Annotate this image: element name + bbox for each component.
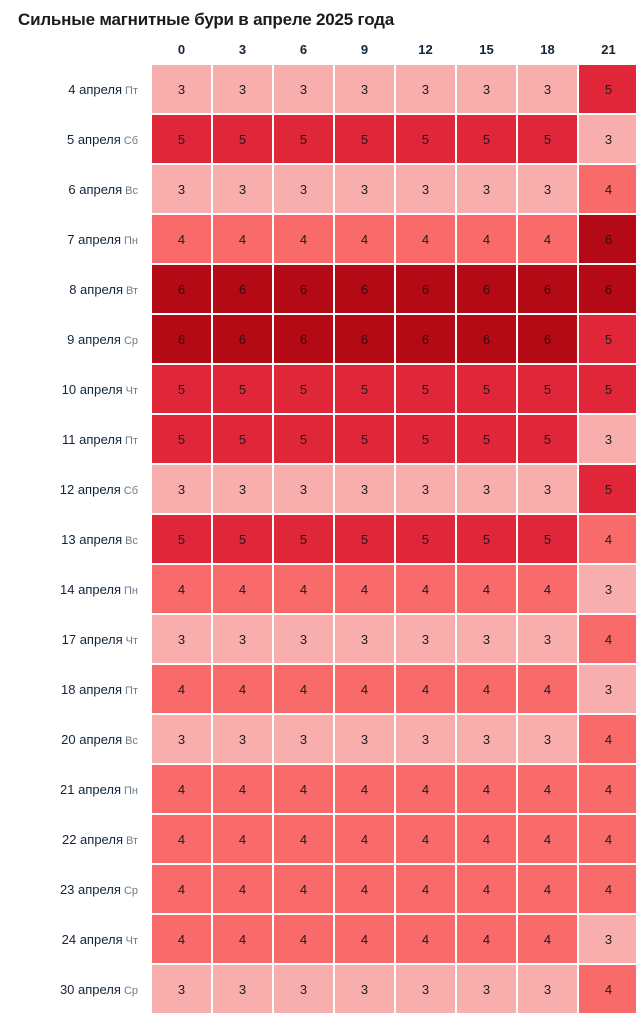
day-of-week: Чт (125, 634, 138, 647)
heatmap-cell: 5 (579, 65, 636, 113)
heatmap-cell: 5 (274, 515, 333, 563)
heatmap-cell: 6 (152, 315, 211, 363)
heatmap-cell: 4 (396, 815, 455, 863)
heatmap-cell: 4 (335, 815, 394, 863)
heatmap-cell: 4 (213, 765, 272, 813)
heatmap-cell: 6 (213, 265, 272, 313)
day-of-week: Ср (123, 984, 138, 997)
hour-header: 6 (299, 42, 308, 57)
heatmap-cell: 4 (579, 815, 636, 863)
day-of-week: Вс (125, 184, 138, 197)
day-date: 8 апреля (69, 281, 123, 297)
heatmap-cell: 5 (579, 365, 636, 413)
day-date: 11 апреля (62, 431, 123, 447)
heatmap-cell: 6 (518, 315, 577, 363)
heatmap-cell: 4 (335, 765, 394, 813)
heatmap-cell: 4 (274, 665, 333, 713)
storm-table (0, 36, 636, 1015)
heatmap-cell: 3 (518, 965, 577, 1013)
day-label (2, 765, 150, 813)
heatmap-cell: 4 (213, 565, 272, 613)
hour-header: 9 (360, 42, 369, 57)
day-of-week: Чт (125, 934, 138, 947)
heatmap-cell: 4 (335, 865, 394, 913)
heatmap-cell: 4 (457, 765, 516, 813)
hour-header: 3 (238, 42, 247, 57)
table-row (2, 665, 636, 713)
heatmap-cell: 4 (518, 565, 577, 613)
heatmap-cell: 3 (457, 965, 516, 1013)
heatmap-cell: 4 (579, 715, 636, 763)
heatmap-cell: 3 (274, 165, 333, 213)
heatmap-cell: 4 (274, 815, 333, 863)
heatmap-cell: 4 (518, 815, 577, 863)
day-label (2, 865, 150, 913)
day-of-week: Пт (125, 84, 138, 97)
heatmap-cell: 6 (457, 265, 516, 313)
day-date: 13 апреля (61, 531, 123, 547)
heatmap-cell: 4 (579, 865, 636, 913)
day-label (2, 565, 150, 613)
heatmap-cell: 6 (274, 315, 333, 363)
heatmap-cell: 6 (396, 315, 455, 363)
heatmap-cell: 5 (396, 115, 455, 163)
heatmap-cell: 3 (152, 715, 211, 763)
day-of-week: Ср (123, 884, 138, 897)
heatmap-cell: 5 (457, 515, 516, 563)
heatmap-cell: 6 (152, 265, 211, 313)
heatmap-cell: 5 (579, 465, 636, 513)
storm-heatmap (0, 36, 636, 1015)
day-label (2, 415, 150, 463)
table-row (2, 715, 636, 763)
heatmap-cell: 4 (152, 665, 211, 713)
heatmap-cell: 3 (274, 65, 333, 113)
hour-header: 15 (479, 42, 494, 57)
heatmap-cell: 4 (335, 665, 394, 713)
day-of-week: Сб (123, 484, 138, 497)
day-of-week: Пт (125, 684, 138, 697)
heatmap-cell: 4 (335, 915, 394, 963)
heatmap-cell: 3 (213, 65, 272, 113)
table-header (2, 38, 636, 63)
heatmap-cell: 4 (152, 565, 211, 613)
day-label (2, 465, 150, 513)
day-label (2, 915, 150, 963)
day-date: 12 апреля (59, 481, 121, 497)
heatmap-cell: 6 (518, 265, 577, 313)
table-row (2, 765, 636, 813)
table-row (2, 815, 636, 863)
heatmap-cell: 3 (579, 915, 636, 963)
day-date: 9 апреля (67, 331, 121, 347)
hour-header: 12 (418, 42, 433, 57)
heatmap-cell: 3 (274, 965, 333, 1013)
heatmap-cell: 4 (518, 865, 577, 913)
heatmap-cell: 5 (457, 115, 516, 163)
heatmap-cell: 5 (518, 365, 577, 413)
day-date: 23 апреля (59, 881, 121, 897)
heatmap-cell: 3 (396, 465, 455, 513)
heatmap-cell: 5 (213, 415, 272, 463)
heatmap-cell: 6 (274, 265, 333, 313)
day-label (2, 615, 150, 663)
heatmap-cell: 5 (274, 415, 333, 463)
heatmap-cell: 5 (518, 115, 577, 163)
heatmap-cell: 3 (518, 65, 577, 113)
day-date: 20 апреля (61, 731, 123, 747)
heatmap-cell: 6 (213, 315, 272, 363)
heatmap-cell: 4 (396, 665, 455, 713)
heatmap-cell: 4 (152, 765, 211, 813)
heatmap-cell: 4 (579, 165, 636, 213)
heatmap-cell: 5 (335, 365, 394, 413)
table-row (2, 515, 636, 563)
heatmap-cell: 4 (274, 915, 333, 963)
heatmap-cell: 3 (152, 615, 211, 663)
heatmap-cell: 4 (274, 565, 333, 613)
heatmap-cell: 6 (457, 315, 516, 363)
day-of-week: Пн (124, 234, 138, 247)
day-of-week: Вт (125, 284, 138, 297)
heatmap-cell: 3 (457, 615, 516, 663)
day-date: 24 апреля (61, 931, 123, 947)
day-of-week: Вт (125, 834, 138, 847)
heatmap-cell: 5 (152, 115, 211, 163)
heatmap-cell: 5 (396, 415, 455, 463)
day-of-week: Пн (124, 584, 138, 597)
table-body (2, 65, 636, 1013)
table-row (2, 215, 636, 263)
heatmap-cell: 3 (518, 465, 577, 513)
heatmap-cell: 3 (152, 65, 211, 113)
heatmap-cell: 5 (213, 365, 272, 413)
heatmap-cell: 6 (335, 265, 394, 313)
day-date: 14 апреля (60, 581, 122, 597)
heatmap-cell: 3 (396, 715, 455, 763)
day-of-week: Сб (123, 134, 138, 147)
heatmap-cell: 4 (152, 215, 211, 263)
day-date: 30 апреля (59, 981, 121, 997)
table-row (2, 615, 636, 663)
heatmap-cell: 3 (335, 965, 394, 1013)
day-date: 10 апреля (61, 381, 123, 397)
day-date: 5 апреля (66, 131, 121, 147)
heatmap-cell: 3 (213, 965, 272, 1013)
heatmap-cell: 3 (457, 715, 516, 763)
hour-header: 18 (540, 42, 555, 57)
day-of-week: Ср (123, 334, 138, 347)
table-row (2, 65, 636, 113)
day-label (2, 515, 150, 563)
table-row (2, 565, 636, 613)
heatmap-cell: 4 (274, 865, 333, 913)
heatmap-cell: 5 (457, 365, 516, 413)
heatmap-cell: 5 (335, 115, 394, 163)
header-row (2, 38, 636, 63)
heatmap-cell: 3 (579, 665, 636, 713)
hour-header: 0 (177, 42, 186, 57)
day-date: 21 апреля (60, 781, 122, 797)
heatmap-cell: 5 (396, 515, 455, 563)
heatmap-cell: 3 (579, 115, 636, 163)
heatmap-cell: 4 (274, 765, 333, 813)
day-date: 7 апреля (67, 231, 122, 247)
heatmap-cell: 5 (213, 515, 272, 563)
table-row (2, 415, 636, 463)
heatmap-cell: 3 (579, 415, 636, 463)
day-of-week: Чт (125, 384, 138, 397)
heatmap-cell: 4 (457, 915, 516, 963)
heatmap-cell: 4 (518, 915, 577, 963)
heatmap-cell: 4 (152, 815, 211, 863)
heatmap-cell: 6 (335, 315, 394, 363)
table-row (2, 315, 636, 363)
heatmap-cell: 3 (335, 465, 394, 513)
heatmap-cell: 6 (579, 265, 636, 313)
heatmap-cell: 5 (213, 115, 272, 163)
heatmap-cell: 5 (518, 415, 577, 463)
heatmap-cell: 5 (335, 415, 394, 463)
heatmap-cell: 4 (213, 915, 272, 963)
heatmap-cell: 4 (396, 865, 455, 913)
heatmap-cell: 3 (213, 165, 272, 213)
heatmap-cell: 4 (457, 215, 516, 263)
heatmap-cell: 4 (579, 965, 636, 1013)
page-title: Сильные магнитные бури в апреле 2025 года (18, 10, 394, 29)
table-row (2, 265, 636, 313)
heatmap-cell: 3 (579, 565, 636, 613)
heatmap-cell: 3 (274, 465, 333, 513)
heatmap-cell: 4 (396, 215, 455, 263)
heatmap-cell: 4 (518, 765, 577, 813)
heatmap-cell: 5 (457, 415, 516, 463)
heatmap-cell: 5 (579, 315, 636, 363)
heatmap-cell: 4 (579, 615, 636, 663)
day-date: 6 апреля (68, 181, 123, 197)
heatmap-cell: 6 (579, 215, 636, 263)
day-label (2, 115, 150, 163)
heatmap-cell: 3 (152, 965, 211, 1013)
heatmap-cell: 3 (274, 615, 333, 663)
table-row (2, 365, 636, 413)
heatmap-cell: 3 (213, 465, 272, 513)
day-label (2, 965, 150, 1013)
heatmap-cell: 4 (335, 565, 394, 613)
header-corner (2, 38, 150, 63)
heatmap-cell: 3 (396, 965, 455, 1013)
heatmap-cell: 4 (213, 865, 272, 913)
heatmap-cell: 3 (213, 615, 272, 663)
day-of-week: Пт (125, 434, 138, 447)
heatmap-cell: 4 (396, 765, 455, 813)
heatmap-cell: 3 (213, 715, 272, 763)
heatmap-cell: 3 (518, 165, 577, 213)
day-label (2, 165, 150, 213)
day-label (2, 215, 150, 263)
heatmap-cell: 4 (518, 215, 577, 263)
heatmap-cell: 4 (274, 215, 333, 263)
heatmap-cell: 4 (457, 665, 516, 713)
table-row (2, 865, 636, 913)
heatmap-cell: 3 (335, 615, 394, 663)
day-date: 4 апреля (68, 81, 123, 97)
day-label (2, 665, 150, 713)
heatmap-cell: 5 (152, 415, 211, 463)
heatmap-cell: 3 (457, 65, 516, 113)
heatmap-cell: 3 (518, 715, 577, 763)
day-label (2, 365, 150, 413)
heatmap-cell: 4 (152, 915, 211, 963)
table-row (2, 115, 636, 163)
day-label (2, 715, 150, 763)
heatmap-cell: 4 (457, 815, 516, 863)
heatmap-cell: 4 (579, 515, 636, 563)
day-label (2, 315, 150, 363)
heatmap-cell: 4 (518, 665, 577, 713)
heatmap-cell: 3 (152, 165, 211, 213)
heatmap-cell: 5 (335, 515, 394, 563)
day-label (2, 815, 150, 863)
day-of-week: Вс (125, 734, 138, 747)
heatmap-cell: 4 (396, 565, 455, 613)
day-of-week: Пн (124, 784, 138, 797)
heatmap-cell: 3 (335, 715, 394, 763)
heatmap-cell: 4 (213, 215, 272, 263)
heatmap-cell: 3 (152, 465, 211, 513)
day-label (2, 265, 150, 313)
heatmap-cell: 3 (457, 465, 516, 513)
heatmap-cell: 4 (152, 865, 211, 913)
heatmap-cell: 5 (274, 365, 333, 413)
heatmap-cell: 3 (335, 165, 394, 213)
day-of-week: Вс (125, 534, 138, 547)
table-row (2, 465, 636, 513)
heatmap-cell: 4 (213, 815, 272, 863)
heatmap-cell: 5 (152, 365, 211, 413)
heatmap-cell: 3 (396, 65, 455, 113)
table-row (2, 915, 636, 963)
heatmap-cell: 5 (396, 365, 455, 413)
heatmap-cell: 3 (274, 715, 333, 763)
day-date: 17 апреля (61, 631, 123, 647)
day-date: 18 апреля (61, 681, 123, 697)
heatmap-cell: 4 (457, 865, 516, 913)
heatmap-cell: 3 (396, 615, 455, 663)
heatmap-cell: 4 (396, 915, 455, 963)
table-row (2, 965, 636, 1013)
heatmap-cell: 5 (518, 515, 577, 563)
hour-header: 21 (601, 42, 616, 57)
heatmap-cell: 3 (457, 165, 516, 213)
heatmap-cell: 4 (579, 765, 636, 813)
day-date: 22 апреля (61, 831, 123, 847)
heatmap-cell: 6 (396, 265, 455, 313)
heatmap-cell: 5 (152, 515, 211, 563)
day-label (2, 65, 150, 113)
heatmap-cell: 4 (335, 215, 394, 263)
heatmap-cell: 4 (457, 565, 516, 613)
heatmap-cell: 3 (335, 65, 394, 113)
heatmap-cell: 3 (396, 165, 455, 213)
heatmap-cell: 4 (213, 665, 272, 713)
heatmap-cell: 5 (274, 115, 333, 163)
heatmap-cell: 3 (518, 615, 577, 663)
table-row (2, 165, 636, 213)
